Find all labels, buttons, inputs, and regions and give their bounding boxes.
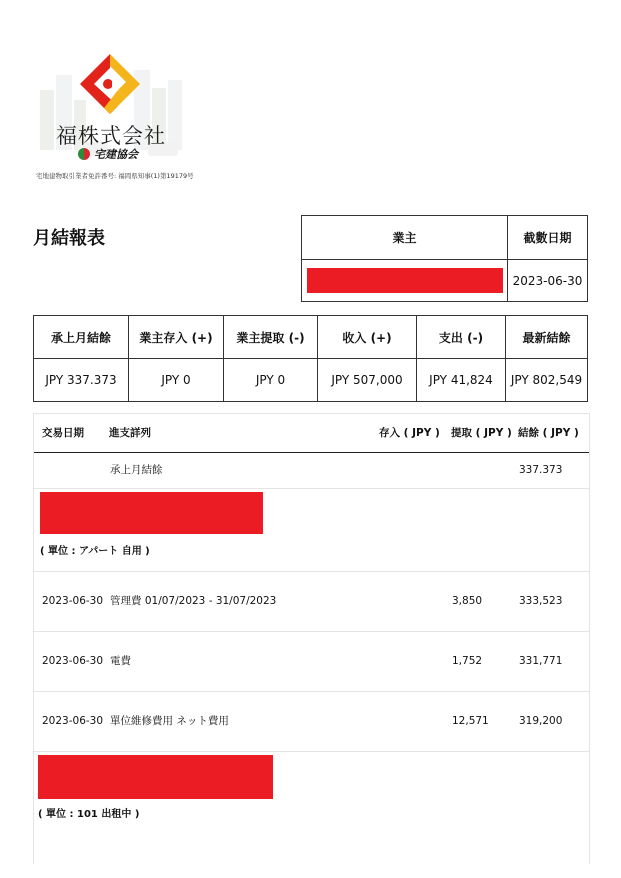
unit-label: ( 單位 : アパート 自用 )	[40, 546, 150, 557]
row-description: 管理費 01/07/2023 - 31/07/2023	[110, 595, 277, 607]
summary-header-owner-deposit: 業主存入 (+)	[129, 316, 224, 359]
report-title: 月結報表	[33, 228, 105, 249]
company-name: 福株式会社	[56, 124, 166, 148]
opening-balance-row	[34, 453, 589, 489]
summary-header-expense: 支出 (-)	[417, 316, 506, 359]
summary-owner-withdrawal: JPY 0	[224, 359, 318, 402]
owner-name-redaction	[307, 268, 503, 293]
table-row	[34, 692, 589, 752]
unit-name-redaction	[38, 755, 273, 799]
cutoff-date-header: 截數日期	[508, 216, 588, 260]
association-name: 宅建協会	[94, 148, 138, 161]
owner-header: 業主	[302, 216, 508, 260]
transactions-table	[34, 414, 589, 834]
summary-header-latest-balance: 最新結餘	[506, 316, 588, 359]
row-date: 2023-06-30	[42, 715, 104, 727]
row-deposit	[379, 572, 451, 632]
association-emblem-icon	[78, 148, 90, 160]
row-date: 2023-06-30	[42, 655, 104, 667]
row-date: 2023-06-30	[42, 595, 104, 607]
owner-name-cell	[302, 260, 508, 302]
header-balance: 結餘 ( JPY )	[518, 427, 579, 439]
row-withdrawal: 3,850	[452, 595, 483, 607]
summary-previous-balance: JPY 337.373	[34, 359, 129, 402]
cutoff-date-value: 2023-06-30	[508, 260, 588, 302]
summary-income: JPY 507,000	[318, 359, 417, 402]
header-transaction-date: 交易日期	[42, 427, 84, 439]
unit-name-redaction	[40, 492, 263, 534]
header-description: 進支詳列	[109, 427, 151, 439]
summary-header-owner-withdrawal: 業主提取 (-)	[224, 316, 318, 359]
row-deposit	[379, 632, 451, 692]
opening-balance: 337.373	[519, 464, 563, 476]
row-balance: 319,200	[519, 715, 563, 727]
table-row	[34, 572, 589, 632]
unit-group-header	[34, 489, 589, 572]
unit-label: ( 單位 : 101 出租中 )	[38, 809, 140, 820]
unit-group-header	[34, 752, 589, 835]
association-badge	[78, 146, 138, 162]
opening-description: 承上月結餘	[110, 464, 163, 476]
row-description: 單位維修費用 ネット費用	[110, 715, 229, 727]
summary-expense: JPY 41,824	[417, 359, 506, 402]
summary-owner-deposit: JPY 0	[129, 359, 224, 402]
transactions-panel	[33, 413, 590, 864]
company-logo-mark-icon	[78, 52, 142, 116]
row-deposit	[379, 692, 451, 752]
row-balance: 333,523	[519, 595, 563, 607]
row-description: 電費	[110, 655, 131, 667]
transactions-header-row	[34, 414, 589, 453]
header-deposit: 存入 ( JPY )	[379, 427, 440, 439]
row-withdrawal: 12,571	[452, 715, 489, 727]
row-balance: 331,771	[519, 655, 563, 667]
summary-header-income: 收入 (+)	[318, 316, 417, 359]
summary-header-previous-balance: 承上月結餘	[34, 316, 129, 359]
row-withdrawal: 1,752	[452, 655, 483, 667]
company-logo	[34, 42, 194, 162]
summary-latest-balance: JPY 802,549	[506, 359, 588, 402]
owner-info-table	[301, 215, 588, 302]
balance-summary-table	[33, 315, 588, 402]
header-withdrawal: 提取 ( JPY )	[451, 427, 512, 439]
license-number: 宅地建物取引業者免許番号: 福岡県知事(1)第19179号	[36, 172, 194, 180]
table-row	[34, 632, 589, 692]
